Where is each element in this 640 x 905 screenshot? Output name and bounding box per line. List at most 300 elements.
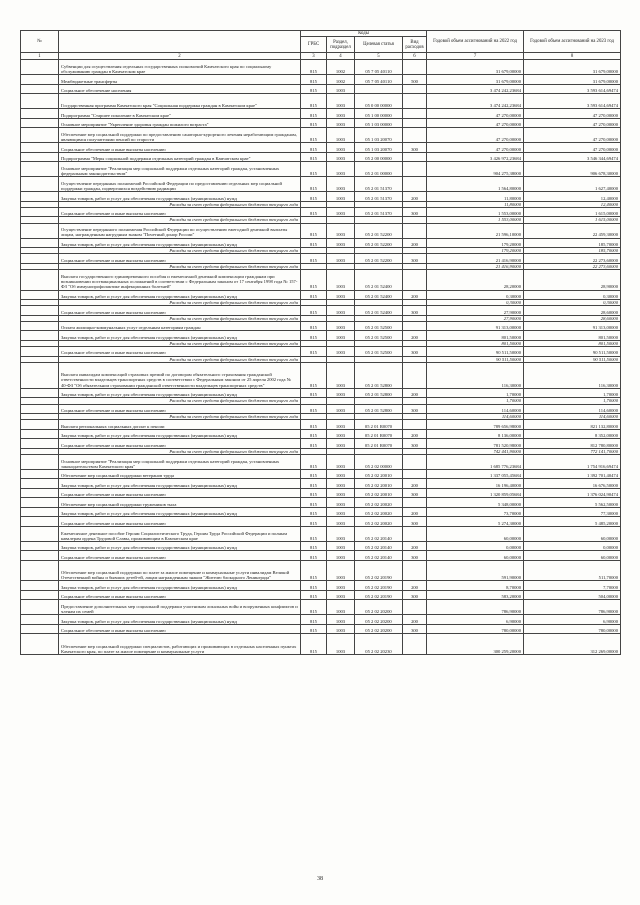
razdel-cell: 1003 (327, 420, 355, 430)
amount-2022-cell: 5 274,30000 (427, 517, 524, 527)
col-2023-header: Годовой объем ассигнований на 2023 год (524, 31, 621, 53)
vr-cell (403, 321, 427, 331)
razdel-cell: 1003 (327, 109, 355, 119)
table-row (21, 60, 621, 75)
amount-2022-cell: 31 679,00000 (427, 60, 524, 75)
table-row (21, 254, 621, 264)
csr-cell: 05 1 03 20070 (355, 128, 403, 143)
grbs-cell: 815 (301, 109, 327, 119)
amount-2023-cell: 60,00000 (524, 551, 621, 561)
table-row (21, 439, 621, 449)
row-name-cell: Социальное обеспечение и иные выплаты населению (59, 347, 301, 357)
csr-cell: 05 2 01 52800 (355, 404, 403, 414)
grbs-cell: 815 (301, 331, 327, 341)
vr-cell: 200 (403, 331, 427, 341)
grbs-cell: 815 (301, 454, 327, 469)
amount-2023-cell: 12,40000 (524, 201, 621, 207)
table-row (21, 581, 621, 591)
csr-cell: 05 2 01 52200 (355, 238, 403, 248)
csr-cell: 05 2 01 51370 (355, 177, 403, 192)
vr-cell (403, 177, 427, 192)
row-number-cell (21, 600, 59, 615)
grbs-cell: 815 (301, 429, 327, 439)
csr-cell: 05 2 01 52800 (355, 362, 403, 388)
amount-2022-cell: 179,20000 (427, 248, 524, 254)
grbs-cell: 815 (301, 192, 327, 202)
vr-cell: 500 (403, 75, 427, 85)
row-name-cell: Основное мероприятие "Реализация мер социальной поддержки отдельных категорий граждан, установленных федеральным законодательством" (59, 162, 301, 177)
razdel-cell: 1003 (327, 192, 355, 202)
grbs-cell: 815 (301, 439, 327, 449)
amount-2022-cell: 47 270,00000 (427, 109, 524, 119)
vr-cell: 300 (403, 517, 427, 527)
row-name-cell: Социальное обеспечение населения (59, 84, 301, 94)
razdel-cell: 1003 (327, 498, 355, 508)
razdel-cell: 1003 (327, 321, 355, 331)
grbs-cell: 815 (301, 94, 327, 109)
row-name-cell: Расходы за счет средств федерального бюджета текущего года (59, 217, 301, 223)
vr-cell (403, 498, 427, 508)
col-index: 7 (427, 53, 524, 60)
row-number-cell (21, 270, 59, 291)
row-number-cell (21, 238, 59, 248)
col-index: 4 (327, 53, 355, 60)
vr-cell (403, 84, 427, 94)
budget-table (20, 30, 621, 655)
amount-2023-cell: 22 459,30000 (524, 223, 621, 238)
amount-2023-cell: 28,60000 (524, 315, 621, 321)
razdel-cell: 1003 (327, 238, 355, 248)
amount-2023-cell: 1 615,00000 (524, 207, 621, 217)
amount-2022-cell: 8,70000 (427, 581, 524, 591)
row-name-cell: Расходы за счет средств федерального бюджета текущего года (59, 414, 301, 420)
amount-2023-cell: 12,40000 (524, 192, 621, 202)
row-name-cell: Расходы за счет средств федерального бюджета текущего года (59, 263, 301, 269)
amount-2022-cell: 1 553,00000 (427, 207, 524, 217)
grbs-cell: 815 (301, 207, 327, 217)
grbs-cell: 815 (301, 488, 327, 498)
grbs-cell: 815 (301, 362, 327, 388)
row-name-cell: Основное мероприятие "Укрепление здоровья граждан пожилого возраста" (59, 118, 301, 128)
csr-cell: 05 2 02 20140 (355, 526, 403, 541)
vr-cell: 300 (403, 306, 427, 316)
table-row (21, 109, 621, 119)
table-row (21, 84, 621, 94)
amount-2022-cell: 781 520,98000 (427, 439, 524, 449)
grbs-cell: 815 (301, 590, 327, 600)
amount-2023-cell: 22 273,60000 (524, 263, 621, 269)
amount-2023-cell: 5 562,50000 (524, 498, 621, 508)
csr-cell: 05 2 02 20190 (355, 581, 403, 591)
vr-cell: 300 (403, 347, 427, 357)
amount-2023-cell: 772 141,70000 (524, 448, 621, 454)
row-number-cell (21, 615, 59, 625)
amount-2023-cell: 812 780,80000 (524, 439, 621, 449)
row-number-cell (21, 109, 59, 119)
csr-cell: 05 2 02 20200 (355, 615, 403, 625)
amount-2022-cell: 11,80000 (427, 192, 524, 202)
row-number-cell (21, 290, 59, 300)
row-name-cell: Подпрограмма "Старшее поколение в Камчатском крае" (59, 109, 301, 119)
row-name-cell: Закупка товаров, работ и услуг для обеспечения государственных (муниципальных) нужд (59, 331, 301, 341)
amount-2022-cell: 11,80000 (427, 201, 524, 207)
row-number-cell (21, 306, 59, 316)
grbs-cell: 815 (301, 118, 327, 128)
amount-2022-cell: 786,90000 (427, 600, 524, 615)
vr-cell: 200 (403, 479, 427, 489)
row-name-cell: Расходы за счет средств федерального бюджета текущего года (59, 448, 301, 454)
table-row (21, 615, 621, 625)
razdel-cell: 1003 (327, 600, 355, 615)
row-name-cell: Социальное обеспечение и иные выплаты населению (59, 624, 301, 634)
row-number-cell (21, 488, 59, 498)
row-name-cell: Социальное обеспечение и иные выплаты населению (59, 306, 301, 316)
table-row (21, 128, 621, 143)
razdel-cell: 1003 (327, 94, 355, 109)
row-number-cell (21, 143, 59, 153)
table-row (21, 152, 621, 162)
grbs-cell: 815 (301, 75, 327, 85)
row-name-cell: Закупка товаров, работ и услуг для обеспечения государственных (муниципальных) нужд (59, 388, 301, 398)
amount-2022-cell: 0,00000 (427, 541, 524, 551)
razdel-cell: 1003 (327, 517, 355, 527)
row-number-cell (21, 331, 59, 341)
amount-2023-cell: 90 511,50000 (524, 347, 621, 357)
row-name-cell: Закупка товаров, работ и услуг для обеспечения государственных (муниципальных) нужд (59, 615, 301, 625)
csr-cell: 05 2 02 20010 (355, 488, 403, 498)
amount-2023-cell: 116,30000 (524, 362, 621, 388)
grbs-cell: 815 (301, 84, 327, 94)
row-name-cell: Закупка товаров, работ и услуг для обеспечения государственных (муниципальных) нужд (59, 581, 301, 591)
razdel-cell: 1003 (327, 177, 355, 192)
row-number-cell (21, 541, 59, 551)
razdel-cell: 1003 (327, 223, 355, 238)
csr-cell: 05 2 02 20190 (355, 560, 403, 581)
grbs-cell: 815 (301, 469, 327, 479)
row-name-cell: Социальное обеспечение и иные выплаты населению (59, 551, 301, 561)
amount-2022-cell: 179,20000 (427, 238, 524, 248)
amount-2022-cell: 583,20000 (427, 590, 524, 600)
amount-2022-cell: 801,50000 (427, 331, 524, 341)
razdel-cell: 1003 (327, 551, 355, 561)
row-number-cell (21, 321, 59, 331)
grbs-cell: 815 (301, 600, 327, 615)
vr-cell: 200 (403, 290, 427, 300)
amount-2023-cell: 780,00000 (524, 624, 621, 634)
csr-cell: 05 2 01 R0070 (355, 439, 403, 449)
amount-2022-cell: 1 685 776,23684 (427, 454, 524, 469)
amount-2022-cell: 1,70000 (427, 388, 524, 398)
csr-cell: 05 2 02 20010 (355, 479, 403, 489)
row-number-cell (21, 454, 59, 469)
amount-2023-cell: 1,70000 (524, 398, 621, 404)
table-row (21, 177, 621, 192)
amount-2023-cell: 0,00000 (524, 541, 621, 551)
csr-cell: 05 2 02 20020 (355, 498, 403, 508)
amount-2022-cell: 1,70000 (427, 398, 524, 404)
amount-2022-cell: 904 275,38000 (427, 162, 524, 177)
csr-cell: 05 2 01 52200 (355, 254, 403, 264)
csr-cell: 05 2 01 51370 (355, 192, 403, 202)
csr-cell: 05 7 05 40110 (355, 60, 403, 75)
razdel-cell: 1003 (327, 254, 355, 264)
grbs-cell: 815 (301, 143, 327, 153)
table-row (21, 270, 621, 291)
row-number-cell (21, 254, 59, 264)
csr-cell: 05 2 01 52400 (355, 306, 403, 316)
amount-2022-cell: 0,30000 (427, 290, 524, 300)
csr-cell: 05 2 02 20200 (355, 624, 403, 634)
amount-2023-cell: 906 678,30000 (524, 162, 621, 177)
amount-2022-cell: 47 270,00000 (427, 118, 524, 128)
csr-cell: 05 2 01 52500 (355, 347, 403, 357)
grbs-cell: 815 (301, 254, 327, 264)
razdel-cell: 1003 (327, 270, 355, 291)
col-csr-header: Целевая статья (355, 37, 403, 53)
razdel-cell: 1003 (327, 331, 355, 341)
amount-2023-cell: 47 270,00000 (524, 143, 621, 153)
razdel-cell: 1003 (327, 362, 355, 388)
grbs-cell: 815 (301, 560, 327, 581)
amount-2022-cell: 1 553,00000 (427, 217, 524, 223)
razdel-cell: 1003 (327, 454, 355, 469)
vr-cell: 300 (403, 404, 427, 414)
amount-2022-cell: 73,70000 (427, 507, 524, 517)
row-number-cell (21, 420, 59, 430)
table-row (21, 192, 621, 202)
table-row (21, 347, 621, 357)
row-number-cell (21, 388, 59, 398)
vr-cell (403, 94, 427, 109)
vr-cell: 200 (403, 615, 427, 625)
amount-2022-cell: 60,00000 (427, 551, 524, 561)
amount-2023-cell: 511,70000 (524, 560, 621, 581)
grbs-cell: 815 (301, 404, 327, 414)
vr-cell (403, 600, 427, 615)
razdel-cell: 1002 (327, 75, 355, 85)
amount-2022-cell: 90 511,50000 (427, 356, 524, 362)
csr-cell: 05 2 01 52400 (355, 290, 403, 300)
grbs-cell: 815 (301, 321, 327, 331)
amount-2023-cell: 91 313,00000 (524, 321, 621, 331)
col-index: 8 (524, 53, 621, 60)
row-number-cell (21, 560, 59, 581)
grbs-cell: 815 (301, 479, 327, 489)
amount-2022-cell: 0,30000 (427, 300, 524, 306)
razdel-cell: 1003 (327, 526, 355, 541)
table-row (21, 454, 621, 469)
csr-cell: 05 2 02 20190 (355, 590, 403, 600)
csr-cell: 05 2 02 20020 (355, 517, 403, 527)
razdel-cell: 1003 (327, 143, 355, 153)
amount-2022-cell: 1 337 055,45684 (427, 469, 524, 479)
vr-cell (403, 162, 427, 177)
razdel-cell: 1002 (327, 60, 355, 75)
table-row (21, 507, 621, 517)
grbs-cell: 815 (301, 306, 327, 316)
vr-cell: 200 (403, 507, 427, 517)
amount-2022-cell: 60,00000 (427, 526, 524, 541)
amount-2023-cell: 312 269,00000 (524, 634, 621, 655)
row-name-cell: Социальное обеспечение и иные выплаты населению (59, 517, 301, 527)
amount-2023-cell: 1 754 916,69474 (524, 454, 621, 469)
col-2022-header: Годовой объем ассигнований на 2022 год (427, 31, 524, 53)
table-row (21, 94, 621, 109)
col-razdel-header: Раздел, подраздел (327, 37, 355, 53)
amount-2023-cell: 60,00000 (524, 526, 621, 541)
row-number-cell (21, 177, 59, 192)
grbs-cell: 815 (301, 615, 327, 625)
col-name-header (59, 31, 301, 53)
amount-2023-cell: 8 352,00000 (524, 429, 621, 439)
vr-cell: 200 (403, 388, 427, 398)
row-name-cell: Расходы за счет средств федерального бюджета текущего года (59, 340, 301, 346)
amount-2023-cell: 1 392 701,40474 (524, 469, 621, 479)
amount-2022-cell: 114,60000 (427, 404, 524, 414)
grbs-cell: 815 (301, 420, 327, 430)
amount-2022-cell: 27,90000 (427, 306, 524, 316)
amount-2022-cell: 8 136,00000 (427, 429, 524, 439)
razdel-cell: 1003 (327, 162, 355, 177)
table-body (21, 60, 621, 655)
row-number-cell (21, 192, 59, 202)
amount-2023-cell: 1 615,00000 (524, 217, 621, 223)
row-number-cell (21, 75, 59, 85)
csr-cell: 05 2 02 20010 (355, 469, 403, 479)
amount-2022-cell: 47 270,00000 (427, 143, 524, 153)
amount-2023-cell: 3 546 344,69474 (524, 152, 621, 162)
grbs-cell: 815 (301, 498, 327, 508)
vr-cell: 300 (403, 488, 427, 498)
grbs-cell: 815 (301, 223, 327, 238)
csr-cell: 05 2 01 51370 (355, 207, 403, 217)
razdel-cell: 1003 (327, 581, 355, 591)
amount-2022-cell: 47 270,00000 (427, 128, 524, 143)
amount-2022-cell: 3 474 242,23684 (427, 94, 524, 109)
row-name-cell: Выплата региональных социальных доплат к пенсии (59, 420, 301, 430)
row-name-cell: Оплата жилищно-коммунальных услуг отдельным категориям граждан (59, 321, 301, 331)
row-number-cell (21, 624, 59, 634)
grbs-cell: 815 (301, 270, 327, 291)
razdel-cell: 1003 (327, 560, 355, 581)
table-row (21, 75, 621, 85)
razdel-cell: 1003 (327, 347, 355, 357)
amount-2023-cell: 1 376 024,90474 (524, 488, 621, 498)
grbs-cell: 815 (301, 507, 327, 517)
grbs-cell: 815 (301, 290, 327, 300)
amount-2022-cell: 300 259,20000 (427, 634, 524, 655)
vr-cell: 200 (403, 541, 427, 551)
vr-cell (403, 270, 427, 291)
grbs-cell: 815 (301, 541, 327, 551)
table-row (21, 404, 621, 414)
razdel-cell: 1003 (327, 590, 355, 600)
csr-cell: 05 2 02 20230 (355, 634, 403, 655)
amount-2023-cell: 3 593 614,69474 (524, 94, 621, 109)
col-grbs-header: ГРБС (301, 37, 327, 53)
amount-2023-cell: 1,70000 (524, 388, 621, 398)
row-number-cell (21, 526, 59, 541)
row-number-cell (21, 118, 59, 128)
table-row (21, 118, 621, 128)
row-number-cell (21, 404, 59, 414)
row-name-cell: Расходы за счет средств федерального бюджета текущего года (59, 315, 301, 321)
razdel-cell: 1003 (327, 118, 355, 128)
table-row (21, 207, 621, 217)
amount-2023-cell: 47 270,00000 (524, 118, 621, 128)
razdel-cell: 1003 (327, 469, 355, 479)
row-number-cell (21, 162, 59, 177)
amount-2023-cell: 185,70000 (524, 238, 621, 248)
row-name-cell: Расходы за счет средств федерального бюджета текущего года (59, 398, 301, 404)
row-number-cell (21, 590, 59, 600)
vr-cell: 300 (403, 207, 427, 217)
razdel-cell: 1003 (327, 429, 355, 439)
row-number-cell (21, 429, 59, 439)
row-name-cell: Обеспечение мер социальной поддержки по предоставлению санаторно-курортного лечения неработающим гражданам, являющимся получателями пенсий по старости (59, 128, 301, 143)
amount-2022-cell: 591,90000 (427, 560, 524, 581)
row-name-cell: Закупка товаров, работ и услуг для обеспечения государственных (муниципальных) нужд (59, 192, 301, 202)
razdel-cell: 1003 (327, 479, 355, 489)
amount-2022-cell: 6,90000 (427, 615, 524, 625)
csr-cell: 05 2 02 00000 (355, 454, 403, 469)
vr-cell: 200 (403, 238, 427, 248)
row-name-cell: Социальное обеспечение и иные выплаты населению (59, 488, 301, 498)
table-row (21, 479, 621, 489)
row-name-cell: Обеспечение мер социальной поддержки тружеников тыла (59, 498, 301, 508)
vr-cell (403, 152, 427, 162)
csr-cell: 05 2 01 52200 (355, 223, 403, 238)
row-name-cell: Закупка товаров, работ и услуг для обеспечения государственных (муниципальных) нужд (59, 507, 301, 517)
table-row (21, 162, 621, 177)
amount-2022-cell: 31 679,00000 (427, 75, 524, 85)
csr-cell: 05 2 01 52500 (355, 331, 403, 341)
row-number-cell (21, 347, 59, 357)
csr-cell: 05 2 02 20140 (355, 551, 403, 561)
grbs-cell: 815 (301, 60, 327, 75)
vr-cell (403, 109, 427, 119)
table-row (21, 429, 621, 439)
row-name-cell: Социальное обеспечение и иные выплаты населению (59, 207, 301, 217)
amount-2023-cell: 28,60000 (524, 306, 621, 316)
row-number-cell (21, 60, 59, 75)
csr-cell: 05 2 01 52400 (355, 270, 403, 291)
amount-2023-cell: 22 273,60000 (524, 254, 621, 264)
row-name-cell: Закупка товаров, работ и услуг для обеспечения государственных (муниципальных) нужд (59, 541, 301, 551)
vr-cell (403, 560, 427, 581)
row-name-cell: Государственная программа Камчатского края "Социальная поддержка граждан в Камчатском крае" (59, 94, 301, 109)
vr-cell (403, 60, 427, 75)
table-row (21, 469, 621, 479)
razdel-cell: 1003 (327, 615, 355, 625)
table-row (21, 551, 621, 561)
razdel-cell: 1003 (327, 507, 355, 517)
row-number-cell (21, 362, 59, 388)
table-row (21, 238, 621, 248)
grbs-cell: 815 (301, 238, 327, 248)
vr-cell (403, 362, 427, 388)
table-row (21, 143, 621, 153)
amount-2023-cell: 16 676,50000 (524, 479, 621, 489)
row-name-cell: Социальное обеспечение и иные выплаты населению (59, 254, 301, 264)
table-row (21, 306, 621, 316)
codes-group-header: Коды (301, 31, 427, 37)
grbs-cell: 815 (301, 388, 327, 398)
amount-2022-cell: 21 596,10000 (427, 223, 524, 238)
row-number-cell (21, 84, 59, 94)
row-name-cell: Обеспечение мер социальной поддержки по плате за жилое помещение и коммунальные услуги инвалидам Великой Отечественной войны и бывших детей-ей, лицам награжденным знаком "Жителю блокадного Ленинграда" (59, 560, 301, 581)
col-index: 5 (355, 53, 403, 60)
